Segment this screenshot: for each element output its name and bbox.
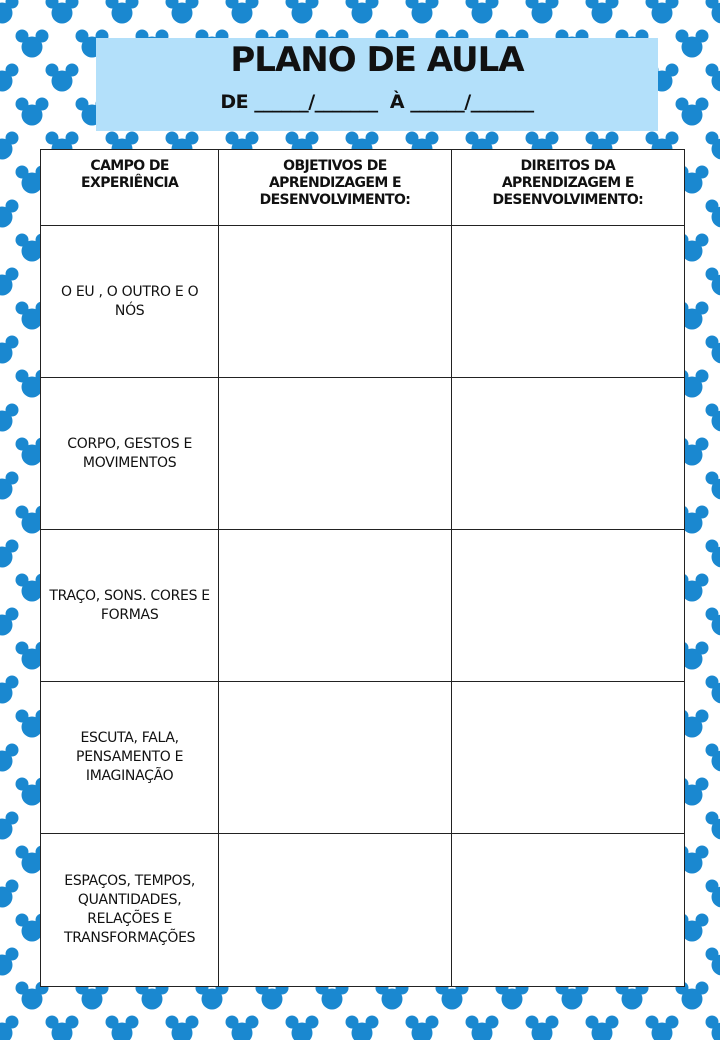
table-row [41, 226, 685, 378]
table-header-row [41, 150, 685, 226]
campo-cell: ESCUTA, FALA, PENSAMENTO E IMAGINAÇÃO [41, 682, 219, 834]
column-header-direitos: DIREITOS DA APRENDIZAGEM E DESENVOLVIMENTO: [451, 150, 684, 226]
direitos-cell[interactable] [451, 834, 684, 987]
mouse-ears-icon [706, 336, 720, 364]
campo-cell: O EU , O OUTRO E O NÓS [41, 226, 219, 378]
mouse-ears-icon [0, 472, 19, 500]
column-header-campo: CAMPO DE EXPERIÊNCIA [41, 150, 219, 226]
mouse-ears-icon [0, 676, 19, 704]
direitos-cell[interactable] [451, 682, 684, 834]
mouse-ears-icon [46, 0, 79, 24]
mouse-ears-icon [0, 812, 19, 840]
mouse-ears-icon [586, 1016, 619, 1040]
direitos-cell[interactable] [451, 530, 684, 682]
table-row [41, 378, 685, 530]
mouse-ears-icon [406, 1016, 439, 1040]
mouse-ears-icon [0, 404, 19, 432]
campo-cell: TRAÇO, SONS. CORES E FORMAS [41, 530, 219, 682]
mouse-ears-icon [46, 64, 79, 92]
mouse-ears-icon [0, 744, 19, 772]
objetivos-cell[interactable] [219, 834, 451, 987]
mouse-ears-icon [0, 1016, 19, 1040]
mouse-ears-icon [286, 1016, 319, 1040]
mouse-ears-icon [706, 404, 720, 432]
mouse-ears-icon [676, 98, 709, 126]
mouse-ears-icon [586, 0, 619, 24]
mouse-ears-icon [676, 30, 709, 58]
mouse-ears-icon [646, 1016, 679, 1040]
mouse-ears-icon [706, 812, 720, 840]
mouse-ears-icon [706, 132, 720, 160]
mouse-ears-icon [106, 1016, 139, 1040]
direitos-cell[interactable] [451, 378, 684, 530]
campo-cell: ESPAÇOS, TEMPOS, QUANTIDADES, RELAÇÕES E TRANSFORMAÇÕES [41, 834, 219, 987]
mouse-ears-icon [706, 948, 720, 976]
mouse-ears-icon [526, 1016, 559, 1040]
mouse-ears-icon [0, 268, 19, 296]
mouse-ears-icon [346, 1016, 379, 1040]
page-title: PLANO DE AULA [230, 40, 524, 80]
mouse-ears-icon [706, 540, 720, 568]
objetivos-cell[interactable] [219, 226, 451, 378]
objetivos-cell[interactable] [219, 682, 451, 834]
table-row [41, 834, 685, 987]
column-header-objetivos: OBJETIVOS DE APRENDIZAGEM E DESENVOLVIMENTO: [219, 150, 451, 226]
mouse-ears-icon [166, 1016, 199, 1040]
mouse-ears-icon [286, 0, 319, 24]
mouse-ears-icon [706, 0, 720, 24]
table-row [41, 682, 685, 834]
mouse-ears-icon [0, 132, 19, 160]
table-row [41, 530, 685, 682]
mouse-ears-icon [706, 1016, 720, 1040]
mouse-ears-icon [226, 1016, 259, 1040]
mouse-ears-icon [466, 0, 499, 24]
mouse-ears-icon [46, 1016, 79, 1040]
mouse-ears-icon [0, 0, 19, 24]
direitos-cell[interactable] [451, 226, 684, 378]
mouse-ears-icon [0, 608, 19, 636]
lesson-plan-table [40, 149, 685, 987]
mouse-ears-icon [0, 948, 19, 976]
mouse-ears-icon [16, 30, 49, 58]
mouse-ears-icon [166, 0, 199, 24]
mouse-ears-icon [406, 0, 439, 24]
mouse-ears-icon [526, 0, 559, 24]
mouse-ears-icon [706, 880, 720, 908]
mouse-ears-icon [706, 676, 720, 704]
mouse-ears-icon [0, 200, 19, 228]
mouse-ears-icon [706, 744, 720, 772]
mouse-ears-icon [706, 200, 720, 228]
mouse-ears-icon [706, 268, 720, 296]
mouse-ears-icon [0, 540, 19, 568]
mouse-ears-icon [466, 1016, 499, 1040]
date-range: DE ______/_______ À ______/_______ [220, 91, 534, 113]
mouse-ears-icon [706, 608, 720, 636]
mouse-ears-icon [706, 64, 720, 92]
mouse-ears-icon [706, 472, 720, 500]
objetivos-cell[interactable] [219, 378, 451, 530]
mouse-ears-icon [226, 0, 259, 24]
mouse-ears-icon [16, 98, 49, 126]
mouse-ears-icon [346, 0, 379, 24]
campo-cell: CORPO, GESTOS E MOVIMENTOS [41, 378, 219, 530]
mouse-ears-icon [0, 64, 19, 92]
header-banner [96, 38, 658, 131]
mouse-ears-icon [0, 336, 19, 364]
mouse-ears-icon [106, 0, 139, 24]
objetivos-cell[interactable] [219, 530, 451, 682]
mouse-ears-icon [0, 880, 19, 908]
mouse-ears-icon [646, 0, 679, 24]
